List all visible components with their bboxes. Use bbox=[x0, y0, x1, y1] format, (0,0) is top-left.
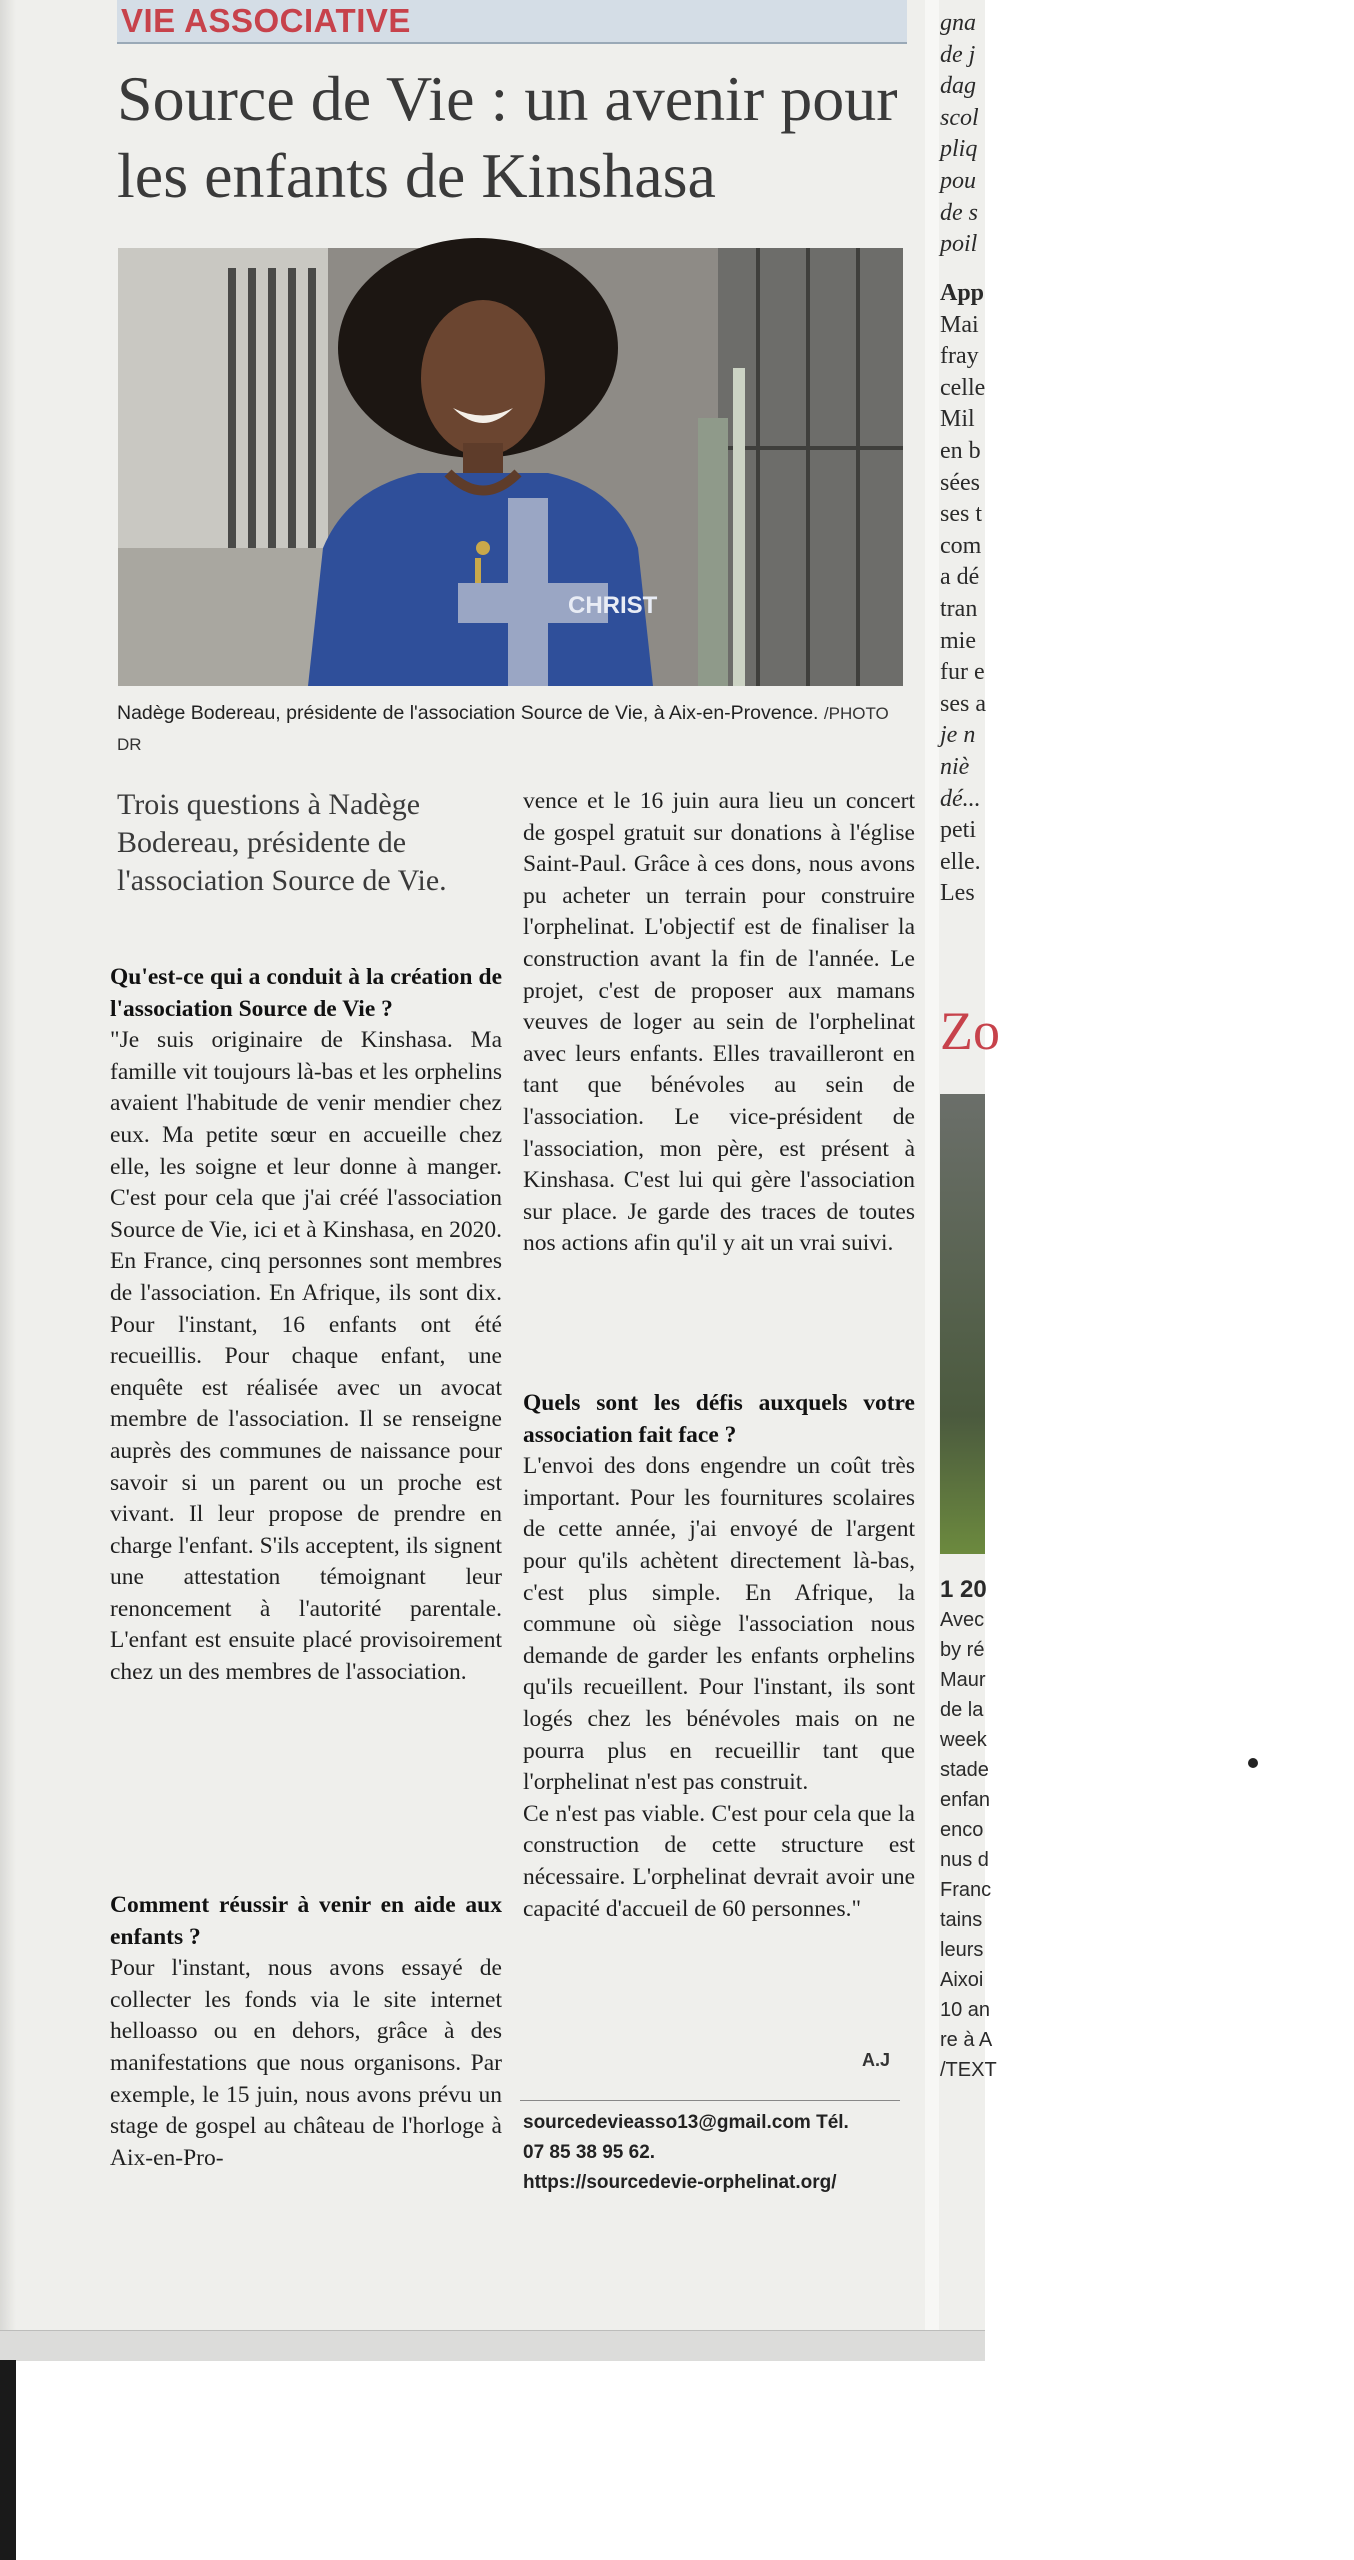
scan-shadow bbox=[0, 2360, 16, 2560]
adjacent-line: Avec bbox=[940, 1609, 985, 1631]
adjacent-headline: Zo bbox=[940, 1001, 1000, 1061]
adjacent-article-middle bbox=[940, 278, 1000, 910]
adjacent-line: fur e bbox=[940, 659, 985, 686]
question-2: Comment réussir à venir en aide aux enfants ? bbox=[110, 1892, 502, 1950]
answer-2-part1: Pour l'instant, nous avons essayé de collecter les fonds via le site internet helloasso ou en dehors, grâce à des manifestations que nous organisons. Par exemple, le 15 juin, nous avons prévu un stage de gospel au château de l'horloge à Aix-en-Pro- bbox=[110, 1955, 502, 2171]
adjacent-line: de la bbox=[940, 1699, 984, 1721]
column-gutter bbox=[925, 0, 939, 2360]
answer-3-part1: L'envoi des dons engendre un coût très important. Pour les fournitures scolaires de cette année, j'ai envoyé de l'argent pour qu'ils achètent directement là-bas, c'est plus simple. En Afrique, la commune où siège l'association nous demande de garder les enfants orphelins qu'ils recueillent. Pour l'instant, ils sont logés chez les bénévoles mais on ne pourra plus en recueillir tant que l'orphelinat n'est pas construit. bbox=[523, 1453, 915, 1796]
adjacent-line: enco bbox=[940, 1819, 984, 1841]
question-3: Quels sont les défis auxquels votre association fait face ? bbox=[523, 1390, 915, 1448]
column-two-lower bbox=[523, 1388, 915, 1925]
adjacent-line: Les bbox=[940, 880, 975, 907]
photo-credit: /PHOTO DR bbox=[117, 704, 889, 754]
adjacent-line: a dé bbox=[940, 564, 980, 591]
adjacent-line: scol bbox=[940, 104, 979, 131]
answer-3-part2: Ce n'est pas viable. C'est pour cela que la construction de cette structure est nécessaire. L'orphelinat devrait avoir une capacité d'accueil de 60 personnes." bbox=[523, 1800, 915, 1922]
contact-divider bbox=[520, 2100, 900, 2101]
adjacent-line: ses t bbox=[940, 501, 982, 528]
column-one-upper bbox=[110, 962, 502, 1689]
adjacent-article-top bbox=[940, 8, 1000, 261]
adjacent-line: mie bbox=[940, 627, 976, 654]
adjacent-line: Mil bbox=[940, 406, 975, 433]
adjacent-photo bbox=[940, 1094, 985, 1554]
adjacent-line: /TEXT bbox=[940, 2059, 997, 2081]
adjacent-line: je n bbox=[940, 722, 976, 749]
column-one-lower bbox=[110, 1890, 502, 2174]
adjacent-line: by ré bbox=[940, 1639, 985, 1661]
adjacent-line: de s bbox=[940, 199, 978, 226]
clipping-left-edge bbox=[0, 0, 16, 2360]
adjacent-line: dag bbox=[940, 73, 976, 100]
clipping-bottom-band bbox=[0, 2330, 985, 2361]
adjacent-line: celle bbox=[940, 374, 986, 401]
contact-url: https://sourcedevie-orphelinat.org/ bbox=[523, 2172, 837, 2193]
shirt-lettering: CHRIST bbox=[568, 592, 658, 619]
article-headline: Source de Vie : un avenir pour les enfants de Kinshasa bbox=[117, 63, 898, 211]
section-rubric bbox=[117, 0, 907, 44]
adjacent-line: com bbox=[940, 532, 982, 559]
adjacent-line: nus d bbox=[940, 1849, 989, 1871]
adjacent-line: en b bbox=[940, 437, 981, 464]
adjacent-line: niè bbox=[940, 753, 970, 780]
question-1: Qu'est-ce qui a conduit à la création de l'association Source de Vie ? bbox=[110, 964, 502, 1022]
column-two-upper bbox=[523, 786, 915, 1260]
photo-caption bbox=[117, 698, 917, 760]
adjacent-line: stade bbox=[940, 1759, 989, 1781]
adjacent-line: de j bbox=[940, 41, 976, 68]
adjacent-line: poil bbox=[940, 231, 978, 258]
answer-1: "Je suis originaire de Kinshasa. Ma famille vit toujours là-bas et les orphelins avaient l'habitude de venir mendier chez eux. Ma petite sœur en accueille chez elle, les soigne et leur donne à manger. C'est pour cela que j'ai créé l'association Source de Vie, ici et à Kinshasa, en 2020. En France, cinq personnes sont membres de l'association. En Afrique, ils sont dix. Pour l'instant, 16 enfants ont été recueillis. Pour chaque enfant, une enquête est réalisée avec un avocat membre de l'association. Il se renseigne auprès des communes de naissance pour savoir si un parent ou un proche est vivant. Il leur propose de prendre en charge l'enfant. S'ils acceptent, ils signent une attestation témoignant leur renoncement à l'autorité parentale. L'enfant est ensuite placé provisoirement chez un des membres de l'association. bbox=[110, 1027, 502, 1686]
adjacent-line: 1 20 bbox=[940, 1576, 987, 1603]
scan-speck bbox=[1248, 1758, 1258, 1768]
article-photo bbox=[118, 248, 903, 686]
author-signature: A.J bbox=[862, 2050, 891, 2070]
contact-phone: 07 85 38 95 62. bbox=[523, 2142, 656, 2163]
caption-text: Nadège Bodereau, présidente de l'association Source de Vie, à Aix-en-Provence. bbox=[117, 702, 819, 724]
adjacent-line: enfan bbox=[940, 1789, 991, 1811]
adjacent-line: elle. bbox=[940, 848, 981, 875]
contact-block bbox=[523, 2108, 923, 2198]
adjacent-line: leurs bbox=[940, 1939, 984, 1961]
adjacent-line: sées bbox=[940, 469, 980, 496]
rubric-label: VIE ASSOCIATIVE bbox=[121, 2, 411, 39]
adjacent-line: 10 an bbox=[940, 1999, 991, 2021]
adjacent-line: App bbox=[940, 280, 985, 306]
adjacent-line: peti bbox=[940, 817, 976, 844]
adjacent-line: Mai bbox=[940, 311, 979, 338]
adjacent-line: Franc bbox=[940, 1879, 992, 1901]
adjacent-line: tains bbox=[940, 1909, 983, 1931]
contact-email: sourcedevieasso13@gmail.com Tél. bbox=[523, 2112, 849, 2133]
adjacent-line: week bbox=[940, 1729, 987, 1751]
adjacent-line: ses a bbox=[940, 690, 986, 717]
adjacent-line: Aixoi bbox=[940, 1969, 984, 1991]
adjacent-line: pou bbox=[940, 167, 976, 194]
adjacent-line: re à A bbox=[940, 2029, 993, 2051]
answer-2-part2: vence et le 16 juin aura lieu un concert de gospel gratuit sur donations à l'église Saint-Paul. Grâce à ces dons, nous avons pu acheter un terrain pour construire l'orphelinat. L'objectif est de finaliser la construction avant la fin de l'année. Le projet, c'est de proposer aux mamans veuves de loger au sein de l'orphelinat avec leurs enfants. Elles travailleront en tant que bénévoles au sein de l'association. Le vice-président de l'association, mon père, est présent à Kinshasa. C'est lui qui gère l'association sur place. Je garde des traces de toutes nos actions afin qu'il y ait un vrai suivi. bbox=[523, 788, 915, 1257]
adjacent-line: Maur bbox=[940, 1669, 986, 1691]
adjacent-line: dé... bbox=[940, 785, 981, 812]
adjacent-article-bottom bbox=[940, 1575, 1000, 2085]
adjacent-line: tran bbox=[940, 595, 978, 622]
article-intro: Trois questions à Nadège Bodereau, présidente de l'association Source de Vie. bbox=[117, 788, 447, 897]
photo-illustration bbox=[118, 248, 903, 686]
adjacent-line: fray bbox=[940, 343, 979, 370]
adjacent-line: pliq bbox=[940, 136, 978, 163]
adjacent-line: gna bbox=[940, 10, 976, 36]
